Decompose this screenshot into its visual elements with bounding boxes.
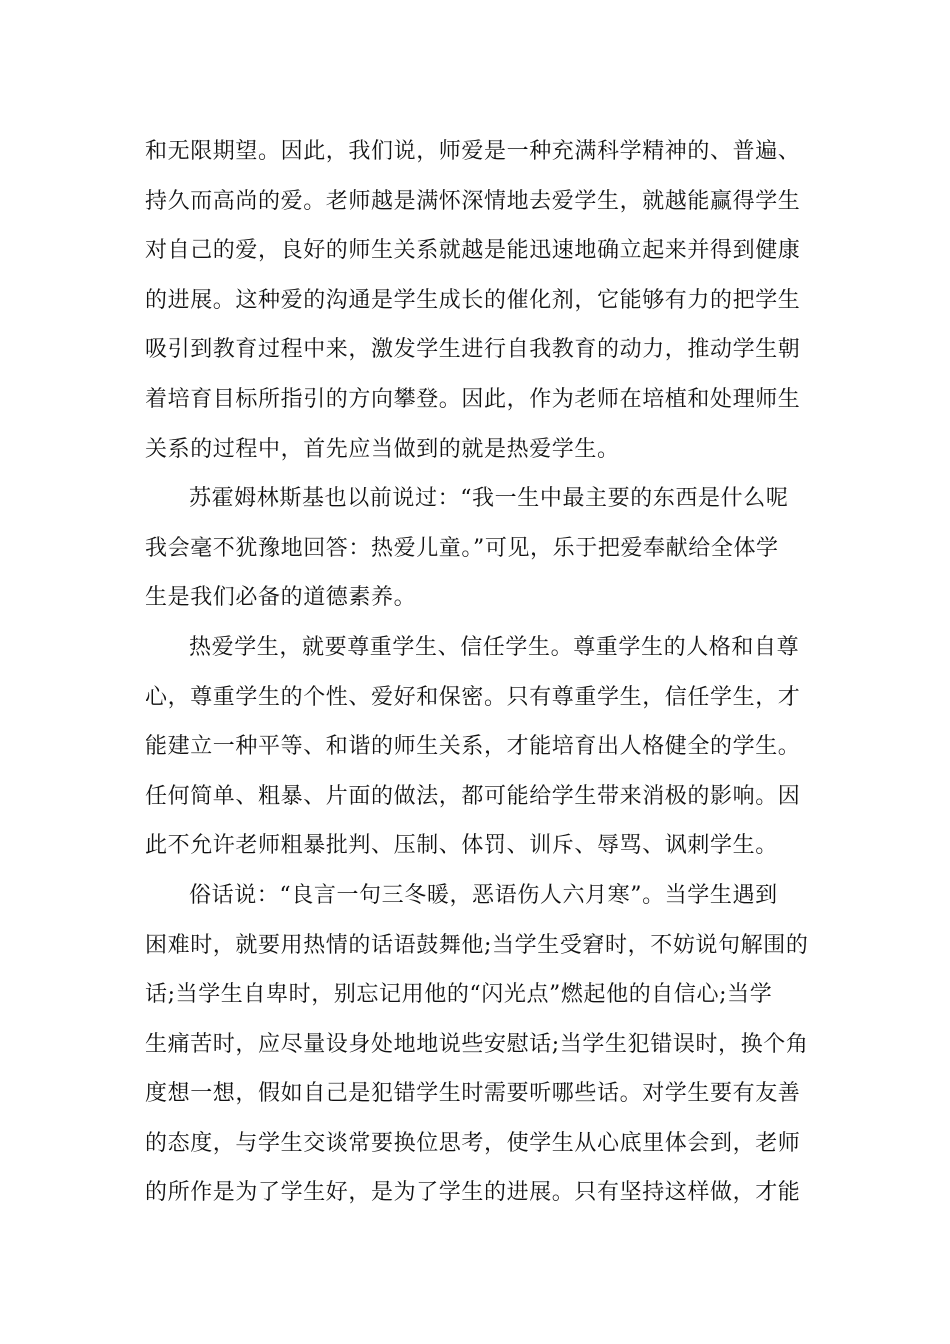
text-line: 困难时，就要用热情的话语鼓舞他;当学生受窘时，不妨说句解围的 [145,932,809,958]
text-line: 着培育目标所指引的方向攀登。因此，作为老师在培植和处理师生 [145,386,801,412]
text-line: 生是我们必备的道德素养。 [145,585,417,611]
text-line: 我会毫不犹豫地回答：热爱儿童。”可见，乐于把爱奉献给全体学 [145,535,779,561]
paragraph-first-line: 苏霍姆林斯基也以前说过：“我一生中最主要的东西是什么呢 [189,486,789,512]
paragraph-first-line: 热爱学生，就要尊重学生、信任学生。尊重学生的人格和自尊 [189,634,800,660]
text-line: 度想一想，假如自己是犯错学生时需要听哪些话。对学生要有友善 [145,1081,801,1107]
body-text [145,127,809,1218]
text-line: 话;当学生自卑时，别忘记用他的“闪光点”燃起他的自信心;当学 [145,982,773,1008]
text-line: 关系的过程中，首先应当做到的就是热爱学生。 [145,436,620,462]
text-line: 的态度，与学生交谈常要换位思考，使学生从心底里体会到，老师 [145,1130,801,1156]
text-line: 对自己的爱，良好的师生关系就越是能迅速地确立起来并得到健康 [145,238,801,264]
text-line: 吸引到教育过程中来，激发学生进行自我教育的动力，推动学生朝 [145,337,801,363]
text-line: 的所作是为了学生好，是为了学生的进展。只有坚持这样做，才能 [145,1180,801,1206]
text-line: 和无限期望。因此，我们说，师爱是一种充满科学精神的、普遍、 [145,139,801,164]
paragraph-first-line: 俗话说：“良言一句三冬暖，恶语伤人六月寒”。当学生遇到 [189,882,778,908]
text-line: 任何简单、粗暴、片面的做法，都可能给学生带来消极的影响。因 [145,783,801,809]
text-line: 生痛苦时，应尽量设身处地地说些安慰话;当学生犯错误时，换个角 [145,1031,809,1057]
text-line: 的进展。这种爱的沟通是学生成长的催化剂，它能够有力的把学生 [145,287,801,313]
text-line: 持久而高尚的爱。老师越是满怀深情地去爱学生，就越能赢得学生 [145,188,801,214]
text-line: 能建立一种平等、和谐的师生关系，才能培育出人格健全的学生。 [145,734,801,760]
text-line: 此不允许老师粗暴批判、压制、体罚、训斥、辱骂、讽刺学生。 [145,833,778,859]
text-line: 心，尊重学生的个性、爱好和保密。只有尊重学生，信任学生，才 [145,684,801,710]
